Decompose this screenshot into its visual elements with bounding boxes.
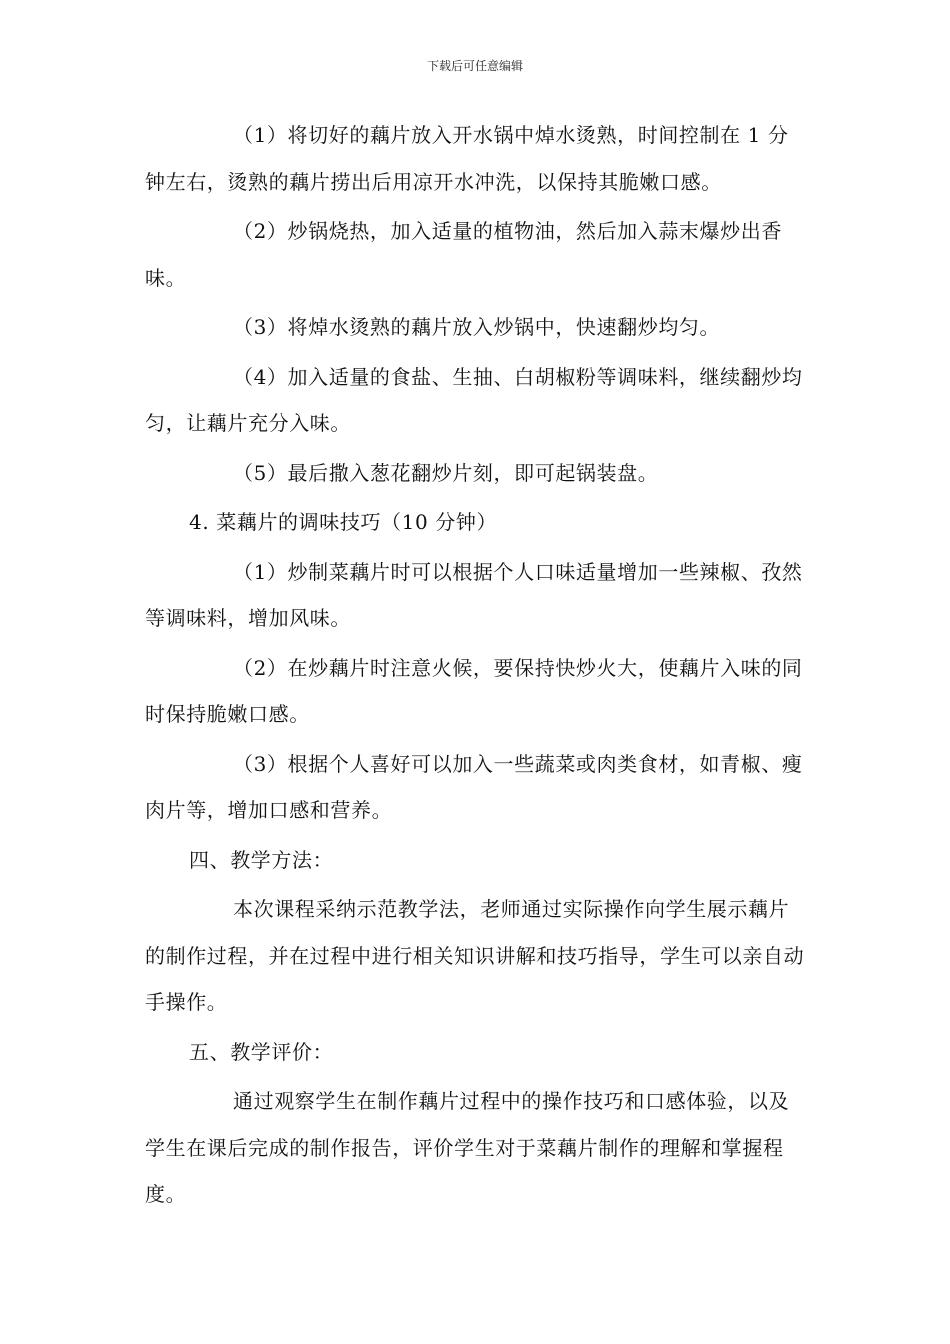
step-1-paragraph: （1）将切好的藕片放入开水锅中焯水烫熟，时间控制在 1 分钟左右，烫熟的藕片捞出后用凉开水冲洗，以保持其脆嫩口感。 [145,123,789,194]
teaching-evaluation-paragraph: 通过观察学生在制作藕片过程中的操作技巧和口感体验，以及学生在课后完成的制作报告，评价学生对于菜藕片制作的理解和掌握程度。 [145,1089,790,1206]
step-3-paragraph: （3）将焯水烫熟的藕片放入炒锅中，快速翻炒均匀。 [233,315,721,339]
page-header: 下载后可任意编辑 [426,59,523,73]
step-4-paragraph: （4）加入适量的食盐、生抽、白胡椒粉等调味料，继续翻炒均匀，让藕片充分入味。 [145,364,803,435]
teaching-evaluation-heading: 五、教学评价： [189,1039,334,1064]
seasoning-tips-heading: 4. 菜藕片的调味技巧（10 分钟） [189,510,498,534]
step-2-paragraph: （2）炒锅烧热，加入适量的植物油，然后加入蒜末爆炒出香味。 [145,219,782,290]
tip-2-paragraph: （2）在炒藕片时注意火候，要保持快炒火大，使藕片入味的同时保持脆嫩口感。 [145,655,803,726]
step-5-paragraph: （5）最后撒入葱花翻炒片刻，即可起锅装盘。 [233,460,659,485]
teaching-method-paragraph: 本次课程采纳示范教学法，老师通过实际操作向学生展示藕片的制作过程，并在过程中进行相关知识讲解和技巧指导，学生可以亲自动手操作。 [145,897,805,1014]
document-body [145,112,805,1221]
tip-3-paragraph: （3）根据个人喜好可以加入一些蔬菜或肉类食材，如青椒、瘦肉片等，增加口感和营养。 [145,751,803,822]
tip-1-paragraph: （1）炒制菜藕片时可以根据个人口味适量增加一些辣椒、孜然等调味料，增加风味。 [145,559,803,630]
teaching-method-heading: 四、教学方法： [189,847,334,872]
